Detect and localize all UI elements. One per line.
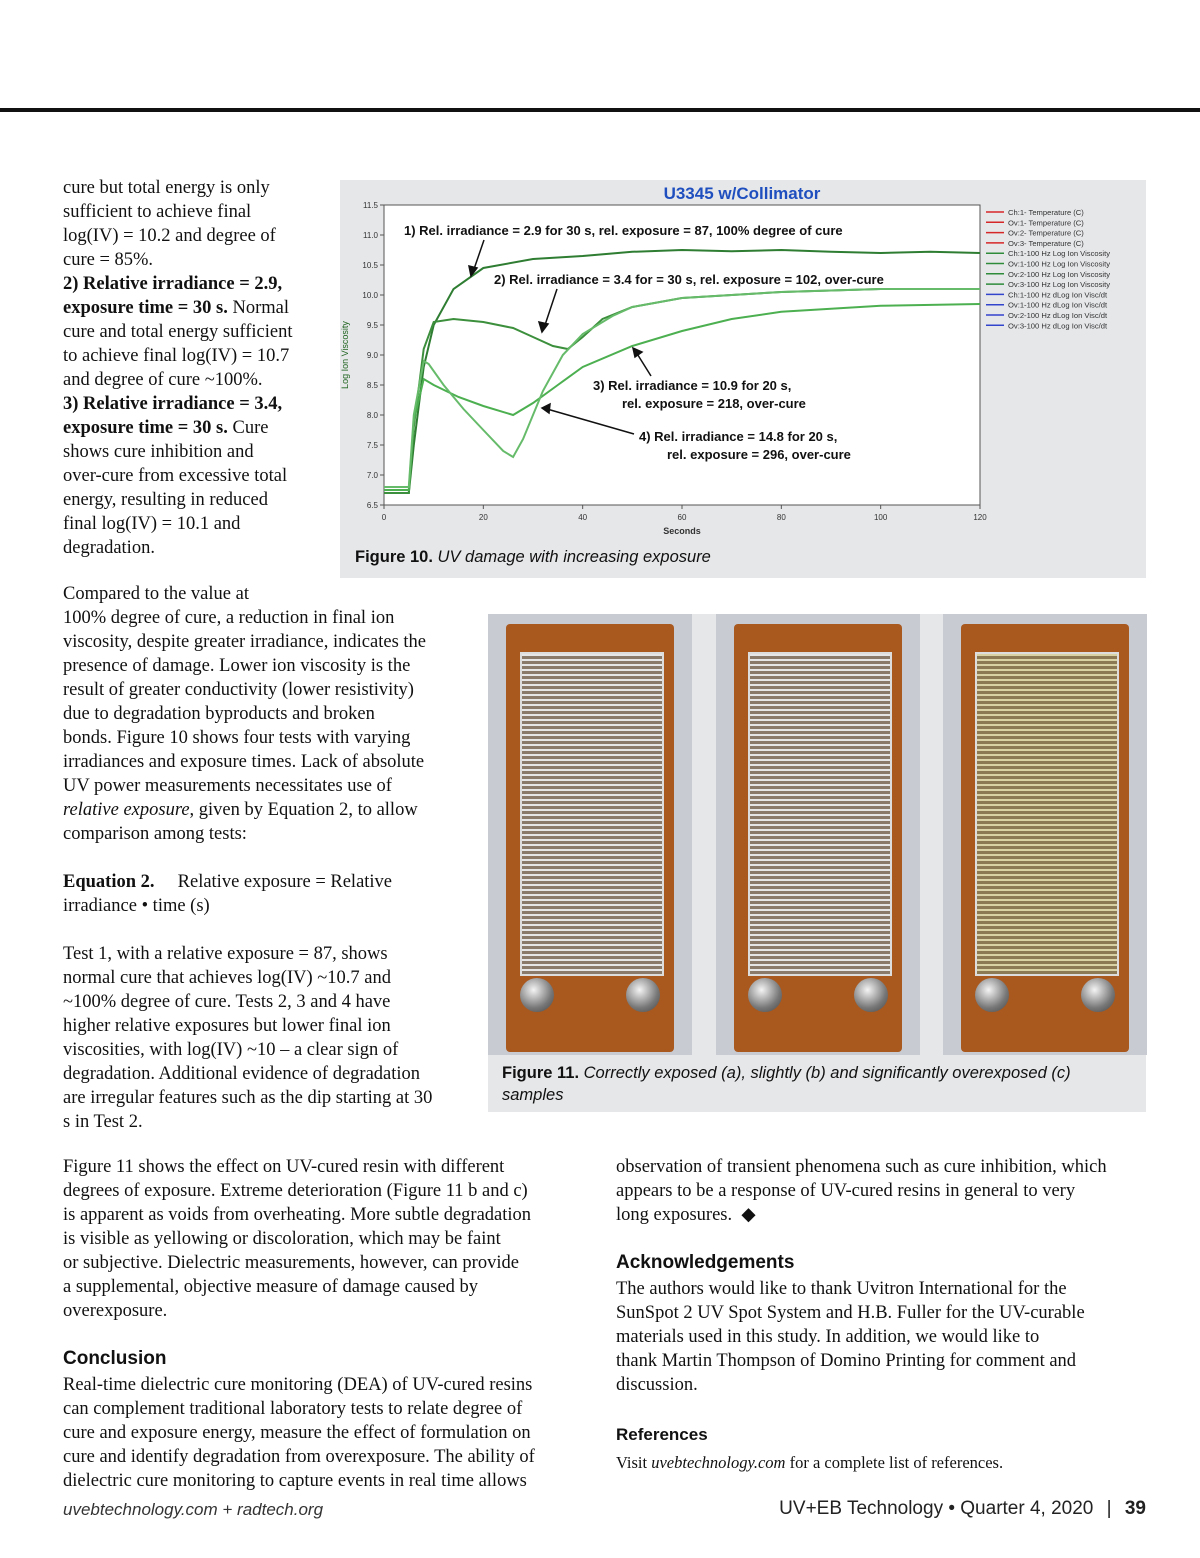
- annotation-1: 1) Rel. irradiance = 2.9 for 30 s, rel. exposure = 87, 100% degree of cure: [404, 223, 843, 238]
- figure-10: [340, 180, 1146, 578]
- sample-a-electrode: [520, 652, 664, 976]
- legend-entry: Ch:1-100 Hz dLog Ion Visc/dt: [1008, 290, 1108, 300]
- item2: 2) Relative irradiance = 2.9, exposure time = 30 s. Normal cure and total energy sufficient to achieve final log(IV) = 10.7 and degree of cure ~100%.: [63, 274, 293, 390]
- references-heading: References: [616, 1425, 708, 1444]
- item3: 3) Relative irradiance = 3.4, exposure time = 30 s. Cure shows cure inhibition and over-cure from excessive total energy, resulting in reduced final log(IV) = 10.1 and degradation.: [63, 394, 288, 558]
- equation-2: Equation 2. Relative exposure = Relative irradiance • time (s): [63, 872, 393, 916]
- left-bottom-text: [63, 1155, 583, 1493]
- left-middle-text: [63, 582, 473, 1134]
- sample-a-pad-right: [626, 978, 660, 1012]
- legend-entry: Ov:1-100 Hz dLog Ion Visc/dt: [1008, 300, 1108, 310]
- legend-entry: Ov:2- Temperature (C): [1008, 228, 1084, 238]
- legend-entry: Ch:1- Temperature (C): [1008, 208, 1084, 217]
- legend-entry: Ov:2-100 Hz dLog Ion Visc/dt: [1008, 311, 1108, 320]
- para1: cure but total energy is only sufficient to achieve final log(IV) = 10.2 and degree of cure = 85%.: [63, 178, 276, 270]
- sample-b-strip: [734, 624, 902, 1052]
- para4: Figure 11 shows the effect on UV-cured resin with different degrees of exposure. Extreme deterioration (Figure 11 b and c) is apparent as voids from overheating. More subtle degradation is visible as yellowing or discoloration, which may be faint or subjective. Dielectric measurements, however, can provide a supplemental, objective measure of damage caused by overexposure.: [63, 1157, 532, 1321]
- acknowledgements-text: The authors would like to thank Uvitron International for the SunSpot 2 UV Spot System and H.B. Fuller for the UV-curable materials used in this study. In addition, we would like to thank Martin Thompson of Domino Printing for comment and discussion.: [616, 1279, 1085, 1395]
- y-tick-label: 7.0: [366, 471, 378, 480]
- y-tick-label: 7.5: [366, 441, 378, 450]
- x-tick-label: 40: [578, 513, 588, 522]
- continuation-text: observation of transient phenomena such as cure inhibition, which appears to be a response of UV-cured resins in general to very long exposures. ◆: [616, 1157, 1107, 1225]
- annotation-4a: 4) Rel. irradiance = 14.8 for 20 s,: [639, 429, 838, 444]
- figure-11-caption: Figure 11. Correctly exposed (a), slightly (b) and significantly overexposed (c) samples: [502, 1064, 1071, 1104]
- left-top-text: [63, 176, 333, 560]
- acknowledgements-heading: Acknowledgements: [616, 1252, 795, 1273]
- top-rule: [0, 108, 1200, 112]
- sample-b-pad-left: [748, 978, 782, 1012]
- annotation-3b: rel. exposure = 218, over-cure: [622, 396, 806, 411]
- legend-entry: Ov:1- Temperature (C): [1008, 218, 1084, 228]
- x-tick-label: 20: [478, 513, 488, 522]
- footer-websites: uvebtechnology.com + radtech.org: [63, 1500, 324, 1519]
- para3: Test 1, with a relative exposure = 87, shows normal cure that achieves log(IV) ~10.7 and ~100% degree of cure. Tests 2, 3 and 4 have higher relative exposures but lower final ion viscosities, with log(IV) ~10 – a clear sign of degradation. Additional evidence of degradation are irregular features such as the dip starting at 30 s in Test 2.: [63, 944, 433, 1132]
- y-tick-label: 9.0: [366, 351, 378, 360]
- y-tick-label: 6.5: [366, 501, 378, 510]
- references-text: Visit uvebtechnology.com for a complete list of references.: [616, 1453, 1004, 1472]
- y-tick-label: 11.5: [363, 201, 378, 210]
- sample-b-photo: [716, 614, 920, 1055]
- sample-c-pad-left: [975, 978, 1009, 1012]
- legend-entry: Ov:3-100 Hz dLog Ion Visc/dt: [1008, 321, 1108, 331]
- page-number: 39: [1124, 1498, 1146, 1519]
- references-link[interactable]: uvebtechnology.com: [651, 1453, 786, 1472]
- conclusion-heading: Conclusion: [63, 1348, 167, 1369]
- end-mark: ◆: [741, 1205, 756, 1225]
- sample-a-pad-left: [520, 978, 554, 1012]
- y-tick-label: 10.5: [362, 261, 378, 270]
- sample-b-electrode: [748, 652, 892, 976]
- x-tick-label: 80: [776, 513, 786, 522]
- sample-a-photo: [488, 614, 692, 1055]
- annotation-4b: rel. exposure = 296, over-cure: [667, 447, 851, 462]
- annotation-2: 2) Rel. irradiance = 3.4 for = 30 s, rel. exposure = 102, over-cure: [494, 272, 884, 287]
- sample-c-strip: [961, 624, 1129, 1052]
- figure-11: [488, 614, 1146, 1112]
- x-tick-label: 100: [873, 513, 888, 522]
- y-tick-label: 8.0: [366, 411, 378, 420]
- figure-10-chart: [340, 180, 1146, 538]
- x-axis-label: Seconds: [663, 526, 701, 536]
- right-bottom-text: [616, 1155, 1156, 1475]
- sample-a-strip: [506, 624, 674, 1052]
- footer-publication: UV+EB Technology • Quarter 4, 2020 | 39: [779, 1498, 1146, 1519]
- sample-c-photo: [943, 614, 1147, 1055]
- x-tick-label: 120: [973, 513, 987, 522]
- legend-entry: Ov:2-100 Hz Log Ion Viscosity: [1008, 269, 1111, 279]
- sample-c-pad-right: [1081, 978, 1115, 1012]
- sample-c-electrode: [975, 652, 1119, 976]
- figure-10-caption: Figure 10. UV damage with increasing exposure: [355, 548, 711, 566]
- legend-entry: Ov:3- Temperature (C): [1008, 238, 1084, 248]
- sample-b-pad-right: [854, 978, 888, 1012]
- legend-entry: Ov:1-100 Hz Log Ion Viscosity: [1008, 259, 1111, 269]
- annotation-3a: 3) Rel. irradiance = 10.9 for 20 s,: [593, 378, 792, 393]
- y-tick-label: 9.5: [366, 321, 378, 330]
- para2: Compared to the value at 100% degree of cure, a reduction in final ion viscosity, despite greater irradiance, indicates the presence of damage. Lower ion viscosity is the result of greater conductivity (lower resistivity) due to degradation byproducts and broken bonds. Figure 10 shows four tests with varying irradiances and exposure times. Lack of absolute UV power measurements necessitates use of relative exposure, given by Equation 2, to allow comparison among tests:: [63, 584, 426, 844]
- conclusion-text: Real-time dielectric cure monitoring (DEA) of UV-cured resins can complement traditional laboratory tests to relate degree of cure and exposure energy, measure the effect of formulation on cure and identify degradation from overexposure. The ability of dielectric cure monitoring to capture events in real time allows: [63, 1375, 535, 1491]
- legend-entry: Ch:1-100 Hz Log Ion Viscosity: [1008, 249, 1111, 259]
- y-tick-label: 8.5: [366, 381, 378, 390]
- x-tick-label: 0: [381, 513, 387, 522]
- y-axis-label: Log Ion Viscosity: [340, 321, 350, 389]
- x-tick-label: 60: [677, 513, 687, 522]
- chart-title: U3345 w/Collimator: [663, 184, 821, 203]
- y-tick-label: 11.0: [363, 231, 378, 240]
- y-tick-label: 10.0: [362, 291, 378, 300]
- legend-entry: Ov:3-100 Hz Log Ion Viscosity: [1008, 280, 1111, 290]
